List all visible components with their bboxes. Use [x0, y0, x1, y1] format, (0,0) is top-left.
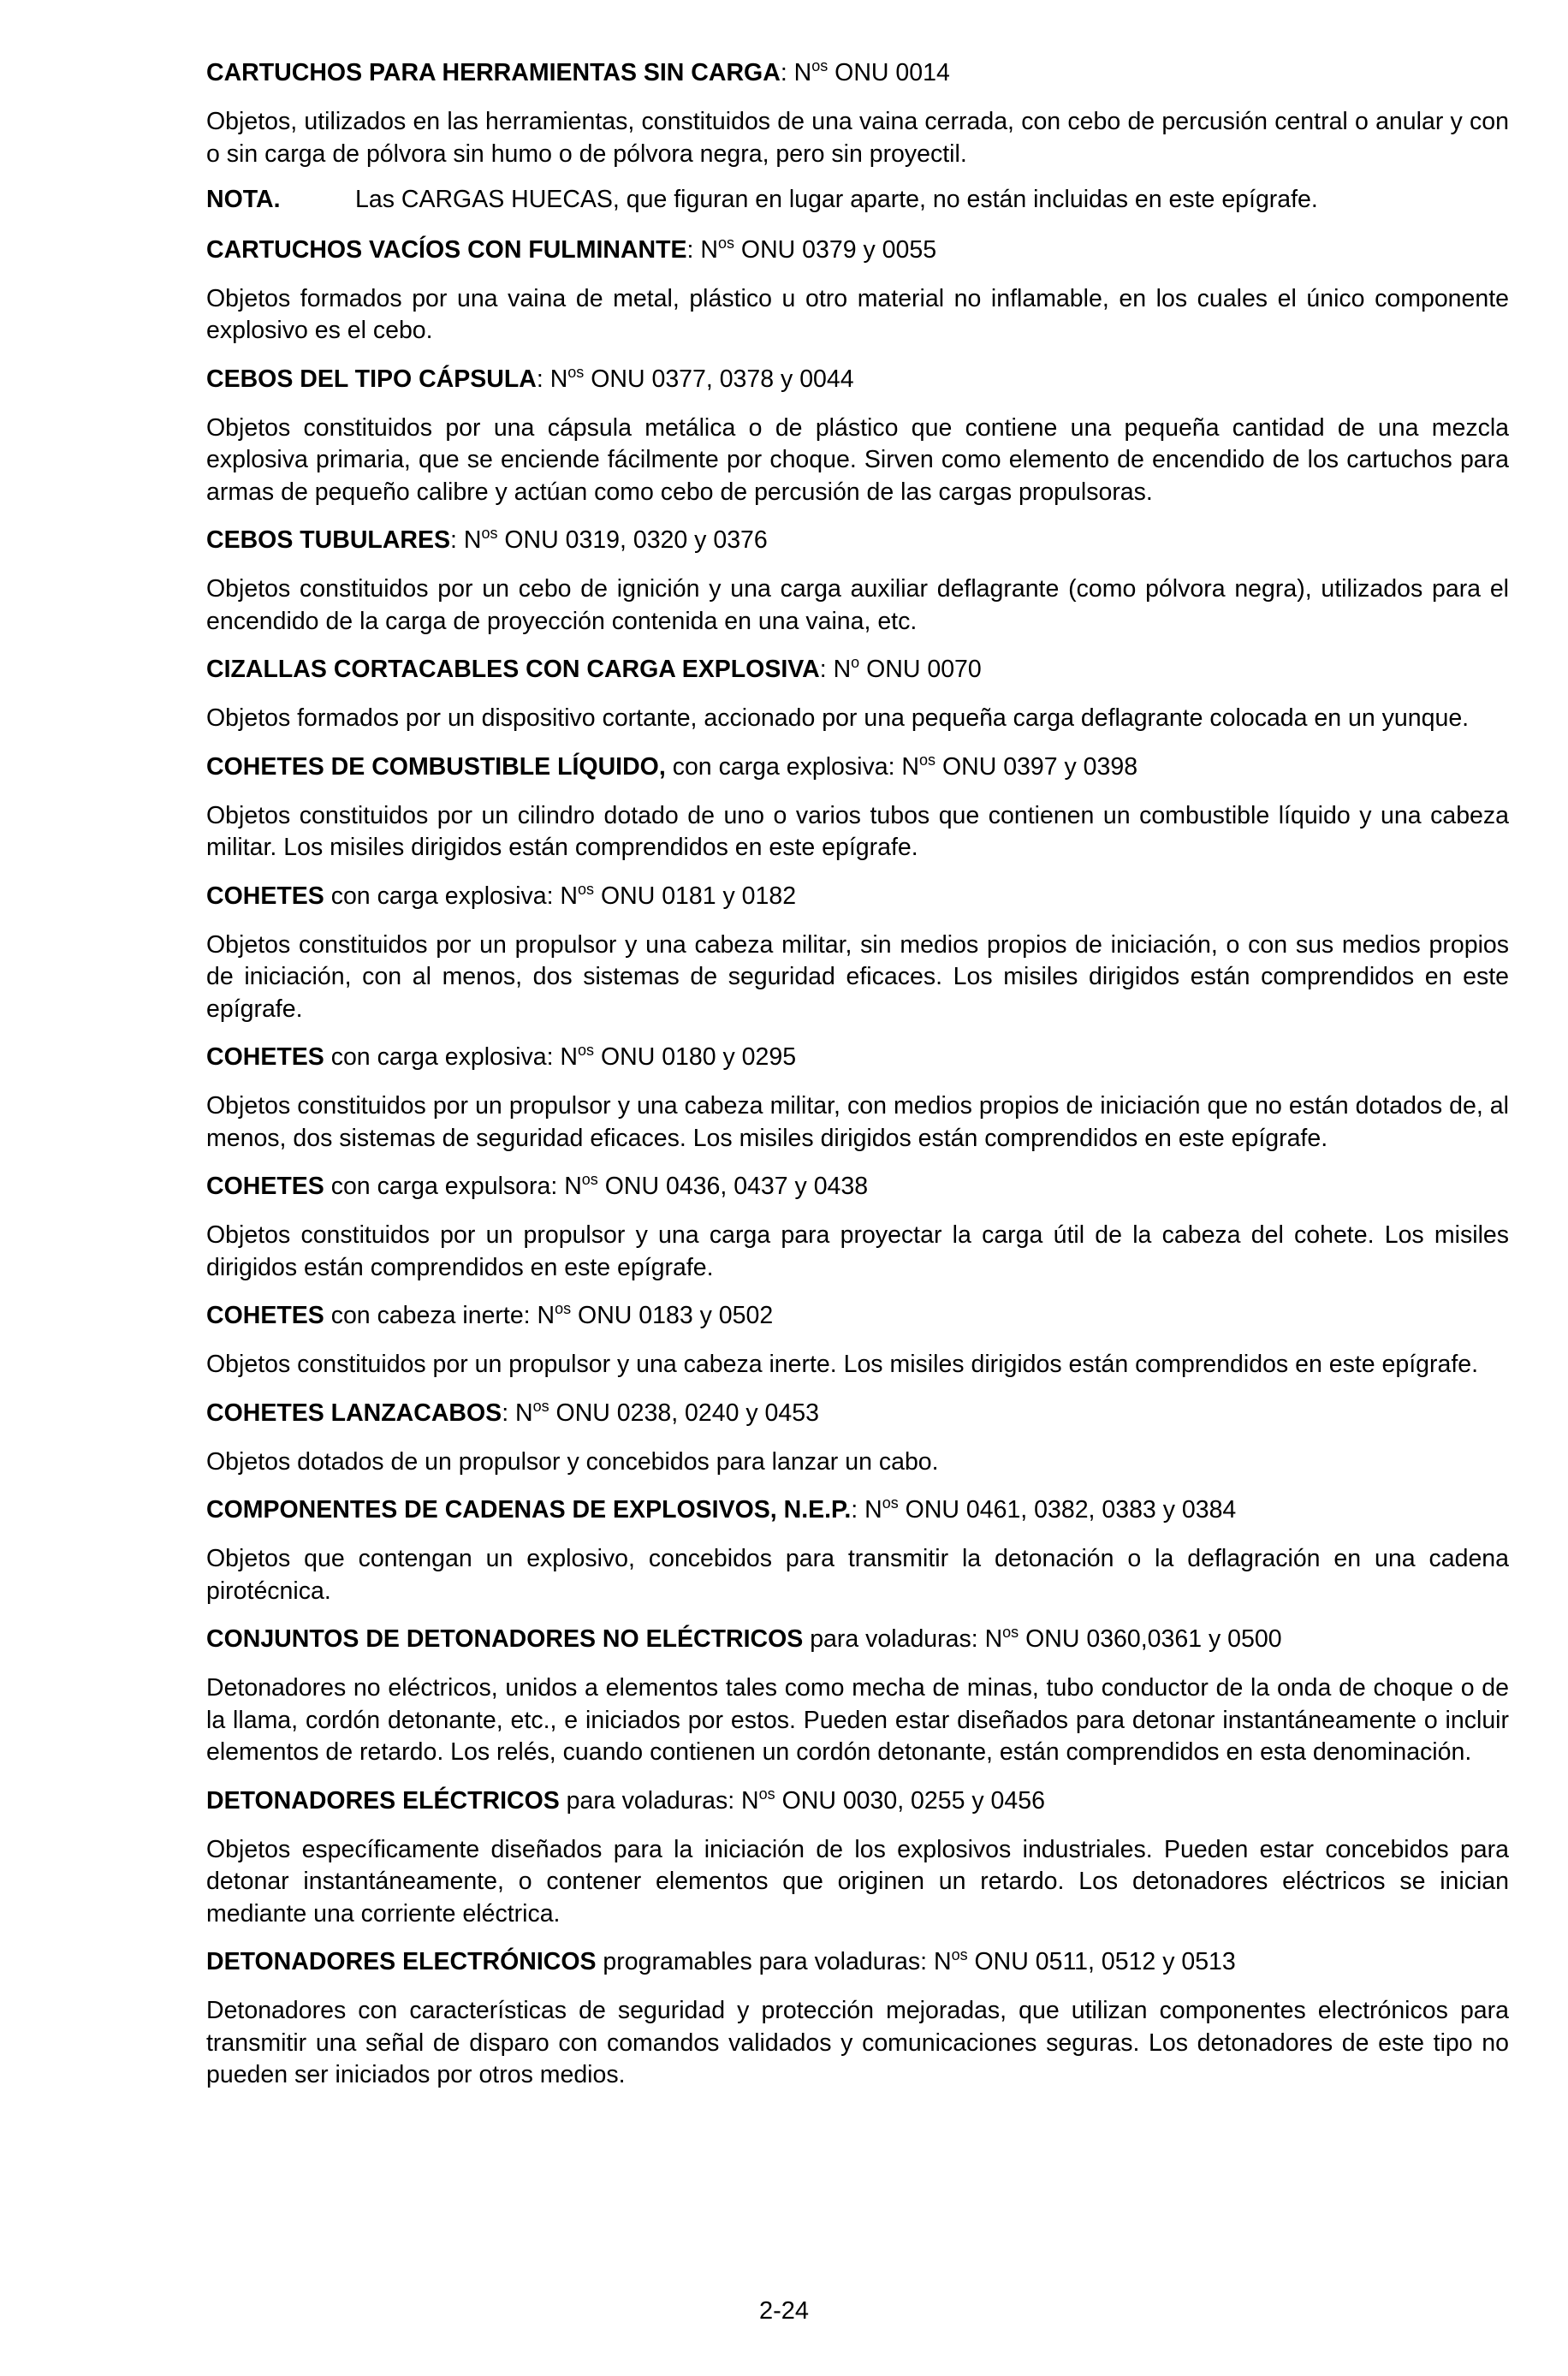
heading-un-numbers: ONU 0181 y 0182 — [594, 882, 797, 910]
heading-bold: COHETES LANZACABOS — [206, 1399, 502, 1427]
heading-text: con carga explosiva: N — [324, 1043, 579, 1071]
heading-un-numbers: ONU 0379 y 0055 — [734, 235, 937, 264]
heading-text: con carga explosiva: N — [324, 882, 579, 910]
heading-un-numbers: ONU 0014 — [828, 59, 950, 86]
entry — [206, 1041, 1509, 1155]
heading-text: : N — [686, 235, 718, 264]
heading-text: con carga explosiva: N — [665, 752, 920, 781]
entry-heading — [206, 1397, 1509, 1429]
entry-description: Objetos que contengan un explosivo, concebidos para transmitir la detonación o la deflagración en una cadena pirotécnica. — [206, 1545, 1509, 1605]
heading-superscript: os — [567, 363, 585, 381]
entry-description: Objetos constituidos por un propulsor y una cabeza inerte. Los misiles dirigidos están comprendidos en este epígrafe. — [206, 1351, 1479, 1378]
heading-superscript: os — [578, 880, 595, 898]
heading-superscript: os — [717, 234, 734, 252]
heading-superscript: os — [1002, 1624, 1019, 1641]
entry-description: Objetos formados por una vaina de metal, plástico u otro material no inflamable, en los cuales el único componente explosivo es el cebo. — [206, 284, 1509, 344]
entry — [206, 653, 1509, 735]
heading-superscript: os — [951, 1946, 968, 1963]
heading-superscript: os — [811, 57, 829, 74]
heading-superscript: os — [481, 525, 498, 542]
heading-un-numbers: ONU 0461, 0382, 0383 y 0384 — [898, 1496, 1237, 1524]
entry-note — [206, 184, 1509, 217]
heading-un-numbers: ONU 0377, 0378 y 0044 — [584, 365, 854, 393]
entry — [206, 751, 1509, 864]
heading-text: : N — [819, 656, 852, 683]
heading-superscript: os — [758, 1785, 775, 1803]
heading-un-numbers: ONU 0238, 0240 y 0453 — [549, 1399, 819, 1427]
heading-text: : N — [450, 526, 482, 554]
heading-bold: CARTUCHOS VACÍOS CON FULMINANTE — [206, 235, 687, 264]
heading-un-numbers: ONU 0511, 0512 y 0513 — [967, 1948, 1236, 1975]
entry-description: Objetos constituidos por un cilindro dotado de uno o varios tubos que contienen un combustible líquido y una cabeza militar. Los misiles dirigidos están comprendidos en este epígrafe. — [206, 801, 1509, 861]
heading-superscript: os — [581, 1171, 598, 1188]
entry-heading — [206, 751, 1509, 783]
entry — [206, 1170, 1509, 1284]
heading-bold: COHETES — [206, 1043, 324, 1071]
entry-heading — [206, 363, 1509, 395]
heading-un-numbers: ONU 0360,0361 y 0500 — [1019, 1625, 1282, 1653]
entry — [206, 1494, 1509, 1607]
entry — [206, 234, 1509, 347]
heading-text: para voladuras: N — [559, 1786, 759, 1815]
note-text: Las CARGAS HUECAS, que figuran en lugar aparte, no están incluidas en este epígrafe. — [355, 186, 1318, 213]
heading-superscript: os — [578, 1042, 595, 1059]
document-body — [206, 56, 1509, 2107]
entry — [206, 363, 1509, 509]
entry — [206, 1299, 1509, 1381]
heading-superscript: os — [532, 1397, 549, 1415]
heading-bold: CONJUNTOS DE DETONADORES NO ELÉCTRICOS — [206, 1625, 804, 1653]
entry — [206, 56, 1509, 217]
heading-text: con carga expulsora: N — [324, 1173, 582, 1200]
entry-description: Objetos, utilizados en las herramientas, constituidos de una vaina cerrada, con cebo de percusión central o anular y con o sin carga de pólvora sin humo o de pólvora negra, pero sin proyectil. — [206, 108, 1509, 168]
entry-description: Objetos constituidos por un propulsor y una cabeza militar, sin medios propios de iniciación, o con sus medios propios de iniciación, con al menos, dos sistemas de seguridad eficaces. Los misiles dirigidos están comprendidos en este epígrafe. — [206, 930, 1509, 1023]
entry-description: Objetos formados por un dispositivo cortante, accionado por una pequeña carga deflagrante colocada en un yunque. — [206, 704, 1470, 732]
heading-superscript: os — [555, 1300, 572, 1317]
entry-heading — [206, 524, 1509, 556]
heading-bold: DETONADORES ELECTRÓNICOS — [206, 1948, 597, 1975]
entry-heading — [206, 1945, 1509, 1978]
entry-heading — [206, 56, 1509, 89]
entry-heading — [206, 1623, 1509, 1655]
entry-description: Objetos dotados de un propulsor y concebidos para lanzar un cabo. — [206, 1447, 939, 1476]
entry-description: Detonadores no eléctricos, unidos a elementos tales como mecha de minas, tubo conductor de la onda de choque o de la llama, cordón detonante, etc., e iniciados por estos. Pueden estar diseñados para detonar instantáneamente o incluir elementos de retardo. Los relés, cuando contienen un cordón detonante, están comprendidos en esta denominación. — [206, 1674, 1509, 1766]
entry-heading — [206, 1170, 1509, 1203]
heading-text: : N — [536, 365, 568, 393]
entry-description: Detonadores con características de seguridad y protección mejoradas, que utilizan componentes electrónicos para transmitir una señal de disparo con comandos validados y comunicaciones seguras. Los detonadores de este tipo no pueden ser iniciados por otros medios. — [206, 1997, 1509, 2088]
entry-description: Objetos constituidos por un propulsor y una carga para proyectar la carga útil de la cabeza del cohete. Los misiles dirigidos están comprendidos en este epígrafe. — [206, 1221, 1509, 1281]
heading-bold: COHETES — [206, 882, 324, 910]
entry-description: Objetos constituidos por una cápsula metálica o de plástico que contiene una pequeña cantidad de una mezcla explosiva primaria, que se enciende fácilmente por choque. Sirven como elemento de encendido de los cartuchos para armas de pequeño calibre y actúan como cebo de percusión de las cargas propulsoras. — [206, 413, 1509, 506]
heading-un-numbers: ONU 0070 — [859, 656, 982, 683]
heading-bold: COHETES — [206, 1302, 324, 1329]
entry — [206, 880, 1509, 1026]
heading-bold: DETONADORES ELÉCTRICOS — [206, 1786, 560, 1815]
entry-heading — [206, 880, 1509, 912]
entry — [206, 1623, 1509, 1769]
heading-text: para voladuras: N — [803, 1625, 1003, 1653]
heading-bold: COMPONENTES DE CADENAS DE EXPLOSIVOS, N.E.P. — [206, 1496, 852, 1524]
entry-description: Objetos constituidos por un cebo de ignición y una carga auxiliar deflagrante (como pólvora negra), utilizados para el encendido de la carga de proyección contenida en una vaina, etc. — [206, 575, 1509, 635]
entry — [206, 1785, 1509, 1931]
heading-un-numbers: ONU 0436, 0437 y 0438 — [597, 1173, 869, 1200]
entry — [206, 1945, 1509, 2092]
entry-heading — [206, 234, 1509, 266]
heading-text: : N — [780, 59, 812, 86]
entry-description: Objetos constituidos por un propulsor y una cabeza militar, con medios propios de iniciación que no están dotados de, al menos, dos sistemas de seguridad eficaces. Los misiles dirigidos están comprendidos en este epígrafe. — [206, 1092, 1509, 1152]
entry-description: Objetos específicamente diseñados para la iniciación de los explosivos industriales. Pueden estar concebidos para detonar instantáneamente, o contener elementos que originen un retardo. Los detonadores eléctricos se inician mediante una corriente eléctrica. — [206, 1835, 1509, 1928]
entry — [206, 1397, 1509, 1479]
note-label: NOTA. — [206, 186, 281, 213]
entry — [206, 524, 1509, 638]
heading-bold: COHETES — [206, 1173, 324, 1200]
entry-heading — [206, 1494, 1509, 1526]
heading-un-numbers: ONU 0183 y 0502 — [571, 1302, 774, 1329]
entry-heading — [206, 1785, 1509, 1817]
heading-bold: CIZALLAS CORTACABLES CON CARGA EXPLOSIVA — [206, 656, 820, 683]
entry-heading — [206, 1299, 1509, 1332]
heading-un-numbers: ONU 0397 y 0398 — [935, 752, 1138, 781]
entry-heading — [206, 653, 1509, 686]
heading-text: con cabeza inerte: N — [324, 1302, 555, 1329]
heading-bold: COHETES DE COMBUSTIBLE LÍQUIDO, — [206, 752, 666, 781]
heading-text: programables para voladuras: N — [596, 1948, 952, 1975]
heading-superscript: o — [851, 654, 860, 671]
heading-un-numbers: ONU 0319, 0320 y 0376 — [497, 526, 768, 554]
page-number: 2-24 — [758, 2297, 810, 2325]
heading-un-numbers: ONU 0180 y 0295 — [594, 1043, 797, 1071]
heading-bold: CARTUCHOS PARA HERRAMIENTAS SIN CARGA — [206, 59, 781, 86]
heading-text: : N — [851, 1496, 882, 1524]
heading-superscript: os — [919, 751, 936, 769]
entry-heading — [206, 1041, 1509, 1073]
heading-superscript: os — [882, 1494, 899, 1512]
heading-un-numbers: ONU 0030, 0255 y 0456 — [775, 1786, 1045, 1815]
heading-bold: CEBOS DEL TIPO CÁPSULA — [206, 365, 537, 393]
heading-text: : N — [502, 1399, 533, 1427]
heading-bold: CEBOS TUBULARES — [206, 526, 451, 554]
